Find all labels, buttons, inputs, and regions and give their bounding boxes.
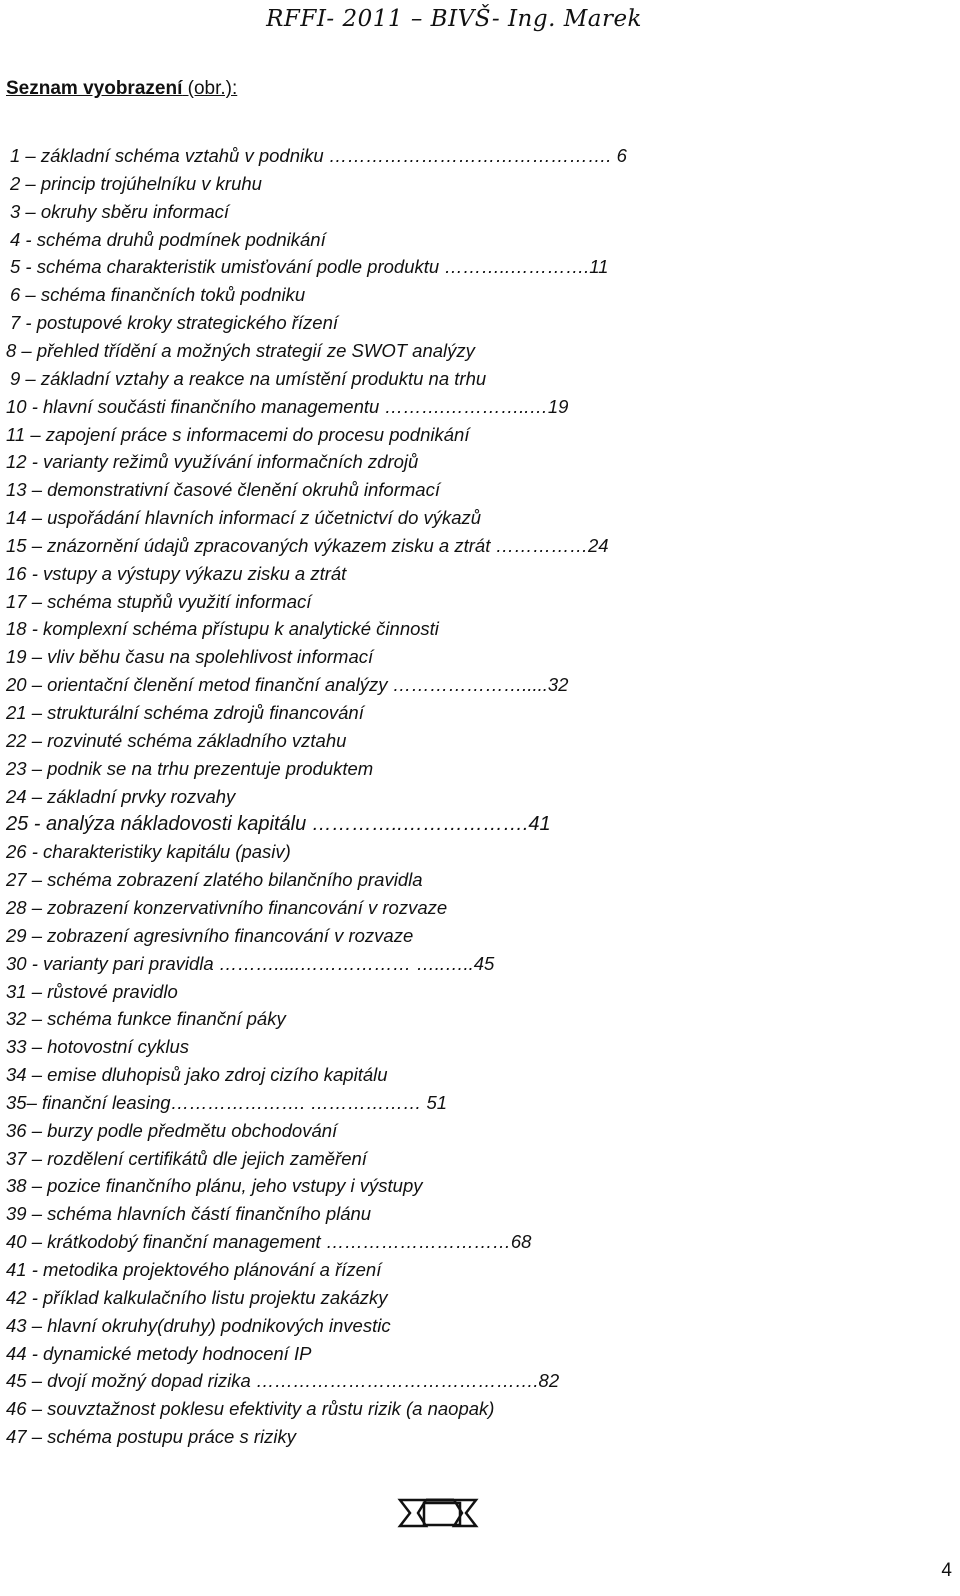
figure-list-item xyxy=(10,310,338,336)
figure-list-item xyxy=(6,394,568,420)
figure-list-item xyxy=(6,338,475,364)
figure-list-item-text: 6 – schéma finančních toků podniku xyxy=(10,284,306,306)
page-number: 4 xyxy=(941,1560,952,1581)
figure-list-item xyxy=(10,227,326,253)
figure-list-item xyxy=(6,979,178,1005)
figure-list-item-text: 29 – zobrazení agresivního financování v rozvaze xyxy=(6,924,414,946)
figure-list-item-text: 34 – emise dluhopisů jako zdroj cizího kapitálu xyxy=(6,1064,388,1086)
running-header: RFFI- 2011 – BIVŠ- Ing. Marek xyxy=(266,6,642,32)
figure-list-item-text: 20 – orientační členění metod finanční analýzy ………………….....32 xyxy=(6,674,569,696)
figure-list-item xyxy=(6,672,568,698)
figure-list-item xyxy=(6,422,469,448)
figure-list-item xyxy=(6,1146,367,1172)
figure-list-item-text: 13 – demonstrativní časové členění okruhů informací xyxy=(6,479,440,501)
figure-list-item-text: 16 - vstupy a výstupy výkazu zisku a ztrát xyxy=(6,562,347,584)
figure-list-item xyxy=(6,811,551,837)
figure-list-item-text: 44 - dynamické metody hodnocení IP xyxy=(6,1342,312,1364)
figure-list-item-text: 45 – dvojí možný dopad rizika ……………………………………….82 xyxy=(6,1370,560,1392)
figure-list-item xyxy=(6,589,311,615)
figure-list-item-text: 26 - charakteristiky kapitálu (pasiv) xyxy=(6,841,291,863)
figure-list-item-text: 47 – schéma postupu práce s riziky xyxy=(6,1426,296,1448)
figure-list-item-text: 40 – krátkodobý finanční management …………………………68 xyxy=(6,1231,532,1253)
figure-list-item xyxy=(6,477,440,503)
figure-list-item-text: 21 – strukturální schéma zdrojů financování xyxy=(6,702,364,723)
figure-list-item xyxy=(6,839,291,865)
figure-list-item-text: 31 – růstové pravidlo xyxy=(6,980,178,1002)
figure-list-item xyxy=(10,171,262,197)
figure-list-item-text: 32 – schéma funkce finanční páky xyxy=(6,1008,286,1030)
figure-list-item xyxy=(6,616,439,642)
figure-list-item xyxy=(6,867,423,893)
figure-list-item xyxy=(6,1090,447,1116)
figure-list-item xyxy=(6,1396,494,1422)
figure-list-item xyxy=(6,1424,296,1450)
figure-list-item-text: 24 – základní prvky rozvahy xyxy=(6,785,236,807)
figure-list-item xyxy=(6,1201,371,1227)
figure-list-item xyxy=(6,1368,559,1394)
figure-list-item-text: 8 – přehled třídění a možných strategií ze SWOT analýzy xyxy=(6,339,475,361)
figure-list-item-text: 38 – pozice finančního plánu, jeho vstupy i výstupy xyxy=(6,1175,423,1197)
figure-list-item-text: 41 - metodika projektového plánování a řízení xyxy=(6,1259,382,1280)
figure-list-item xyxy=(6,533,609,559)
figure-list-item xyxy=(6,1285,388,1311)
figure-list-item xyxy=(6,951,494,977)
figure-list-item-text: 10 - hlavní součásti finančního managementu ……….…………..…19 xyxy=(6,395,569,417)
figure-list-item-text: 15 – znázornění údajů zpracovaných výkazem zisku a ztrát ……………24 xyxy=(6,534,609,556)
figure-list-item xyxy=(6,1341,311,1367)
figure-list-item xyxy=(6,449,418,475)
figure-list-item xyxy=(6,1313,391,1339)
figure-list-item xyxy=(6,505,481,531)
figure-list-item xyxy=(10,143,627,169)
figure-list-item xyxy=(10,366,486,392)
section-heading-rest: (obr.): xyxy=(182,78,238,99)
figure-list-item-text: 39 – schéma hlavních částí finančního plánu xyxy=(6,1203,372,1225)
figure-list-item-text: 46 – souvztažnost poklesu efektivity a růstu rizik (a naopak) xyxy=(6,1398,495,1420)
figure-list-item xyxy=(10,254,608,280)
figure-list-item-text: 2 – princip trojúhelníku v kruhu xyxy=(10,172,262,194)
figure-list-item-text: 3 – okruhy sběru informací xyxy=(10,200,230,222)
figure-list-item-text: 18 - komplexní schéma přístupu k analytické činnosti xyxy=(6,618,439,640)
figure-list-item-text: 30 - varianty pari pravidla ……….....……………… …..…..45 xyxy=(6,952,495,974)
figure-list-item xyxy=(6,1034,189,1060)
figure-list-item xyxy=(6,923,413,949)
figure-list-item xyxy=(6,1257,381,1283)
figure-list-item-text: 1 – základní schéma vztahů v podniku ………………………………………. 6 xyxy=(10,145,627,166)
figure-list-item xyxy=(6,756,373,782)
figure-list-item xyxy=(6,1118,337,1144)
figure-list-item-text: 4 - schéma druhů podmínek podnikání xyxy=(10,228,326,250)
section-heading xyxy=(6,78,237,100)
figure-list-item-text: 28 – zobrazení konzervativního financování v rozvaze xyxy=(6,896,448,918)
figure-list-item-text: 17 – schéma stupňů využití informací xyxy=(6,590,312,612)
figure-list-item-text: 9 – základní vztahy a reakce na umístění produktu na trhu xyxy=(10,367,487,389)
figure-list-item-text: 23 – podnik se na trhu prezentuje produktem xyxy=(6,757,374,779)
figure-list-item-text: 42 - příklad kalkulačního listu projektu zakázky xyxy=(6,1286,388,1308)
decorative-ornament xyxy=(396,1498,480,1528)
figure-list-item-text: 19 – vliv běhu času na spolehlivost informací xyxy=(6,646,374,668)
figure-list-item-text: 7 - postupové kroky strategického řízení xyxy=(10,312,339,334)
figure-list-item xyxy=(6,728,346,754)
figure-list-item xyxy=(6,644,373,670)
figure-list-item-text: 27 – schéma zobrazení zlatého bilančního pravidla xyxy=(6,869,423,891)
figure-list-item xyxy=(6,1173,423,1199)
figure-list-item xyxy=(10,199,229,225)
figure-list-item-text: 35– finanční leasing…………………. ……………… 51 xyxy=(6,1091,448,1113)
figure-list-item xyxy=(6,784,235,810)
figure-list-item-text: 22 – rozvinuté schéma základního vztahu xyxy=(6,729,347,751)
figure-list-item xyxy=(6,1229,531,1255)
figure-list-item-text: 36 – burzy podle předmětu obchodování xyxy=(6,1119,338,1141)
figure-list-item-text: 43 – hlavní okruhy(druhy) podnikových investic xyxy=(6,1314,391,1336)
figure-list-item xyxy=(6,1006,286,1032)
figure-list-item xyxy=(6,1062,388,1088)
figure-list-item-text: 33 – hotovostní cyklus xyxy=(6,1036,190,1058)
figure-list-item xyxy=(6,700,364,726)
figure-list-item xyxy=(6,895,447,921)
figure-list-item xyxy=(10,282,305,308)
section-heading-bold: Seznam vyobrazení xyxy=(6,78,183,99)
figure-list-item xyxy=(6,561,346,587)
figure-list-item-text: 25 - analýza nákladovosti kapitálu …………..……………….41 xyxy=(6,813,551,836)
figure-list-item-text: 37 – rozdělení certifikátů dle jejich zaměření xyxy=(6,1147,367,1169)
figure-list-item-text: 12 - varianty režimů využívání informačních zdrojů xyxy=(6,451,419,473)
figure-list-item-text: 5 - schéma charakteristik umisťování podle produktu ………..………….11 xyxy=(10,256,609,278)
figure-list-item-text: 11 – zapojení práce s informacemi do procesu podnikání xyxy=(6,423,470,445)
figure-list-item-text: 14 – uspořádání hlavních informací z účetnictví do výkazů xyxy=(6,507,482,529)
